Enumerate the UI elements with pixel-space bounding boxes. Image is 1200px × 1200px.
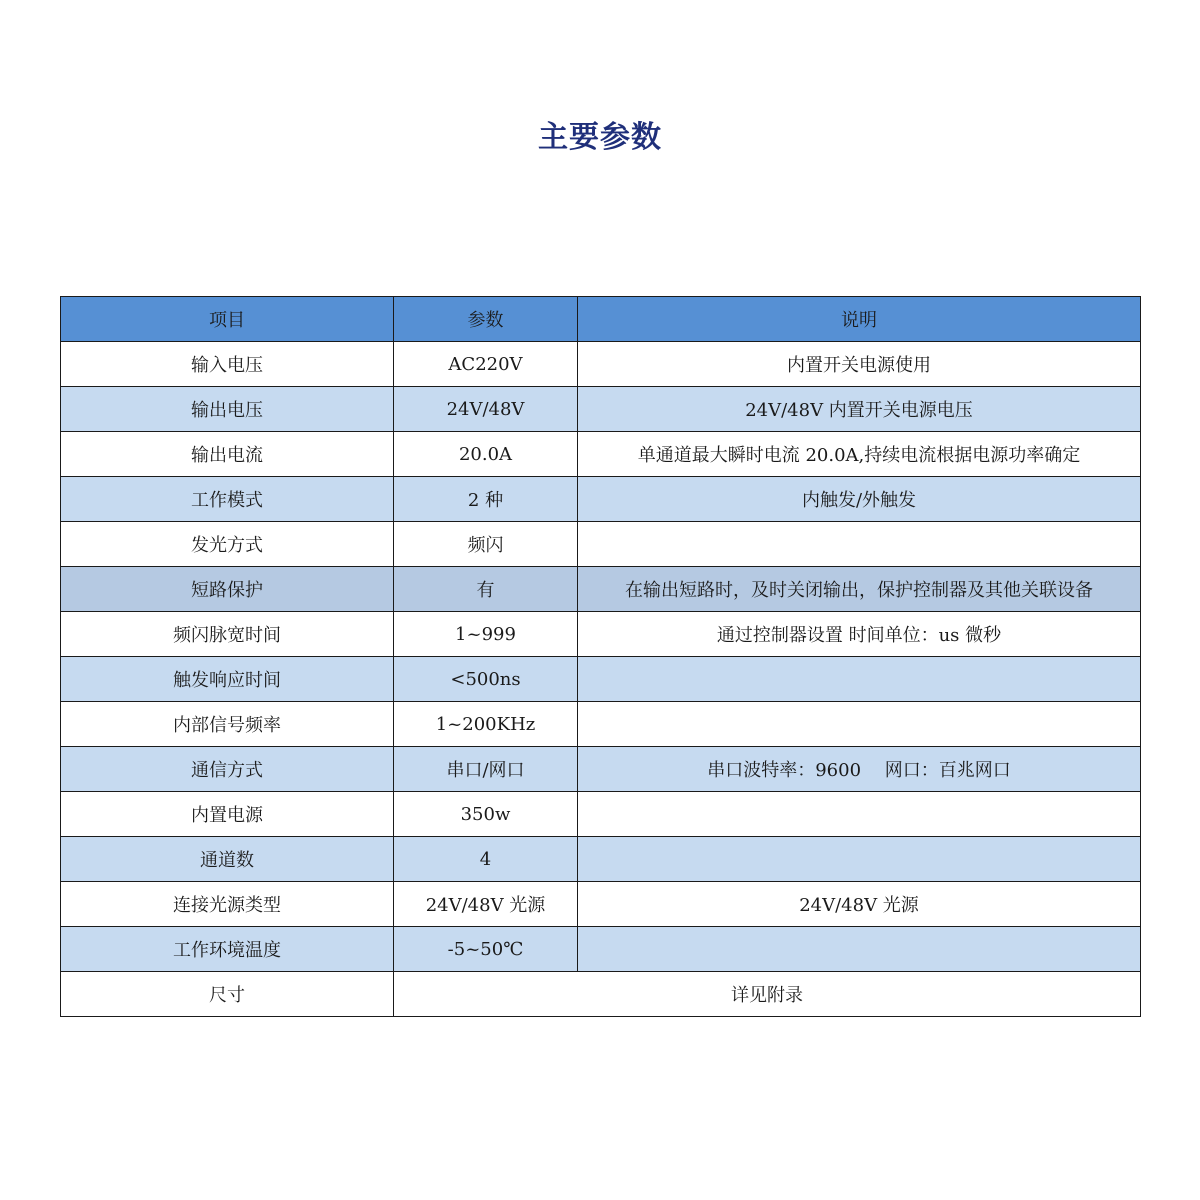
cell-note: 在输出短路时，及时关闭输出，保护控制器及其他关联设备 — [578, 567, 1141, 612]
table-row — [61, 567, 1141, 612]
cell-param: 4 — [394, 837, 578, 882]
cell-param: 350w — [394, 792, 578, 837]
table-row — [61, 837, 1141, 882]
table-row — [61, 342, 1141, 387]
cell-param: 24V/48V — [394, 387, 578, 432]
cell-note: 串口波特率：9600 网口：百兆网口 — [578, 747, 1141, 792]
table-row — [61, 747, 1141, 792]
cell-param: 串口/网口 — [394, 747, 578, 792]
cell-note: 单通道最大瞬时电流 20.0A,持续电流根据电源功率确定 — [578, 432, 1141, 477]
cell-item: 工作模式 — [61, 477, 394, 522]
table-row — [61, 657, 1141, 702]
cell-item: 输出电流 — [61, 432, 394, 477]
column-header-note: 说明 — [578, 297, 1141, 342]
cell-param: 20.0A — [394, 432, 578, 477]
cell-param: 1~200KHz — [394, 702, 578, 747]
table-row — [61, 387, 1141, 432]
cell-note — [578, 657, 1141, 702]
cell-param: 有 — [394, 567, 578, 612]
table-row — [61, 792, 1141, 837]
parameters-table — [60, 296, 1141, 1017]
cell-item: 频闪脉宽时间 — [61, 612, 394, 657]
cell-item: 发光方式 — [61, 522, 394, 567]
cell-param: AC220V — [394, 342, 578, 387]
cell-note — [578, 522, 1141, 567]
cell-note — [578, 702, 1141, 747]
cell-note — [578, 837, 1141, 882]
table-row — [61, 702, 1141, 747]
cell-item: 输入电压 — [61, 342, 394, 387]
cell-param: 2 种 — [394, 477, 578, 522]
cell-item: 触发响应时间 — [61, 657, 394, 702]
cell-item: 尺寸 — [61, 972, 394, 1017]
table-row — [61, 612, 1141, 657]
table-row-dimensions — [61, 972, 1141, 1017]
cell-merged-note: 详见附录 — [394, 972, 1141, 1017]
cell-item: 连接光源类型 — [61, 882, 394, 927]
cell-item: 短路保护 — [61, 567, 394, 612]
cell-item: 通信方式 — [61, 747, 394, 792]
cell-note: 内触发/外触发 — [578, 477, 1141, 522]
table-row — [61, 432, 1141, 477]
cell-item: 通道数 — [61, 837, 394, 882]
column-header-param: 参数 — [394, 297, 578, 342]
column-header-item: 项目 — [61, 297, 394, 342]
cell-note: 24V/48V 光源 — [578, 882, 1141, 927]
cell-item: 输出电压 — [61, 387, 394, 432]
cell-param: 1~999 — [394, 612, 578, 657]
table-row — [61, 477, 1141, 522]
cell-param: <500ns — [394, 657, 578, 702]
cell-item: 工作环境温度 — [61, 927, 394, 972]
cell-param: 频闪 — [394, 522, 578, 567]
cell-note: 24V/48V 内置开关电源电压 — [578, 387, 1141, 432]
cell-param: -5~50℃ — [394, 927, 578, 972]
table-row — [61, 522, 1141, 567]
page-title: 主要参数 — [538, 120, 662, 155]
cell-item: 内置电源 — [61, 792, 394, 837]
table-header-row — [61, 297, 1141, 342]
table-row — [61, 882, 1141, 927]
cell-param: 24V/48V 光源 — [394, 882, 578, 927]
cell-note: 内置开关电源使用 — [578, 342, 1141, 387]
cell-note — [578, 792, 1141, 837]
cell-item: 内部信号频率 — [61, 702, 394, 747]
cell-note — [578, 927, 1141, 972]
cell-note: 通过控制器设置 时间单位：us 微秒 — [578, 612, 1141, 657]
table-row — [61, 927, 1141, 972]
